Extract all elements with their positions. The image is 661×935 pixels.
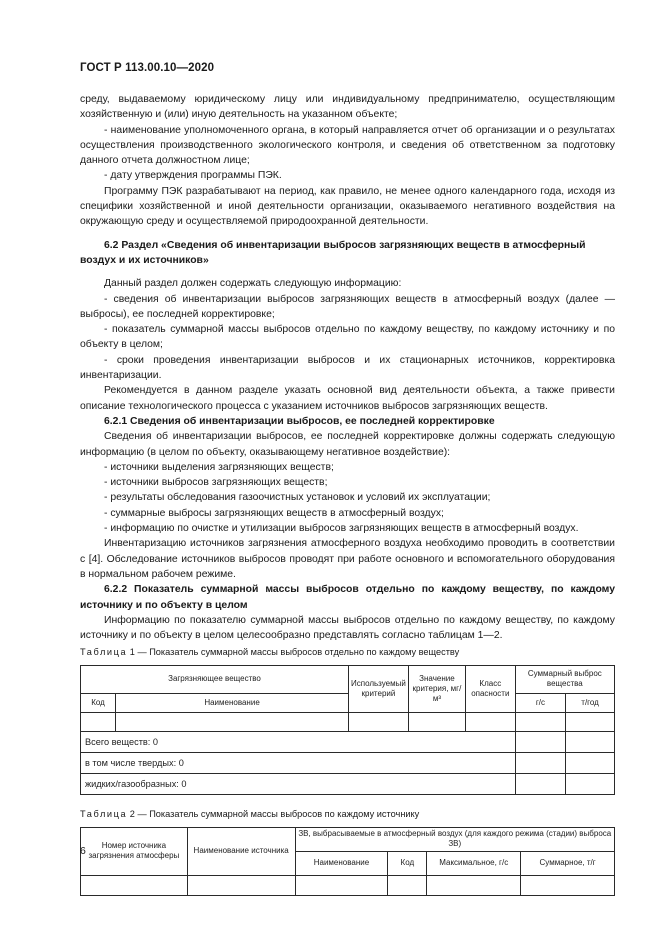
paragraph: среду, выдаваемому юридическому лицу или индивидуальному предпринимателю, осуществляющим хозяйственную и (или) иную деятельность на указанном объекте; — [80, 94, 615, 121]
table2-header-pollutants: ЗВ, выбрасываемые в атмосферный воздух (для каждого режима (стадии) выброса ЗВ) — [295, 827, 614, 851]
table1-header-used-criterion: Используемый критерий — [348, 665, 408, 712]
table2-header-source-number: Номер источника загрязнения атмосферы — [81, 827, 188, 875]
table1-header-criterion-value: Значение критерия, мг/м³ — [408, 665, 465, 712]
table2-header-source-name: Наименование источника — [187, 827, 295, 875]
table1-solid-substances: в том числе твердых: 0 — [81, 752, 516, 773]
page-number: 6 — [80, 845, 86, 857]
table1-header-name: Наименование — [116, 693, 349, 712]
table2-header-name: Наименование — [295, 851, 388, 875]
section-heading-6-2: 6.2 Раздел «Сведения об инвентаризации выбросов загрязняющих веществ в атмосферный воздух и их источников» — [80, 239, 586, 266]
table2-header-code: Код — [388, 851, 427, 875]
paragraph: Рекомендуется в данном разделе указать основной вид деятельности объекта, а также привести описание технологического процесса с указанием источников выбросов загрязняющих веществ. — [80, 385, 615, 412]
paragraph: Информацию по показателю суммарной массы выбросов отдельно по каждому веществу, по каждому источнику и по объекту в целом целесообразно представлять согласно таблицам 1—2. — [80, 614, 615, 642]
section-heading-6-2-1: 6.2.1 Сведения об инвентаризации выбросов, ее последней корректировке — [104, 415, 495, 427]
paragraph: Инвентаризацию источников загрязнения атмосферного воздуха необходимо проводить в соответствии с [4]. Обследование источников выбросов проводят при работе основного и вспомогательного оборудования в нормальном рабочем режиме. — [80, 538, 615, 580]
table1-caption: Таблица 1 — Показатель суммарной массы выбросов отдельно по каждому веществу — [80, 647, 460, 658]
table-row — [81, 773, 615, 794]
table-row — [81, 731, 615, 752]
list-item: - источники выделения загрязняющих веществ; — [104, 461, 334, 473]
table2 — [80, 827, 615, 896]
list-item: - наименование уполномоченного органа, в который направляется отчет об организации и о результатах осуществления производственного экологического контроля, и сведения об ответственном за подготовку данного отчета должностном лице; — [80, 124, 615, 167]
list-item: - сроки проведения инвентаризации выбросов и их стационарных источников, корректировка инвентаризации. — [80, 354, 615, 382]
list-item: - результаты обследования газоочистных установок и условий их эксплуатации; — [104, 492, 491, 504]
table-row — [81, 712, 615, 731]
table1 — [80, 665, 615, 795]
list-item: - суммарные выбросы загрязняющих веществ в атмосферный воздух; — [104, 507, 444, 519]
document-header: ГОСТ Р 113.00.10—2020 — [80, 62, 215, 74]
table1-total-substances: Всего веществ: 0 — [81, 731, 516, 752]
table1-header-code: Код — [81, 693, 116, 712]
table-row — [81, 752, 615, 773]
list-item: - источники выбросов загрязняющих веществ; — [104, 477, 328, 489]
table1-liquid-gas-substances: жидких/газообразных: 0 — [81, 773, 516, 794]
list-item: - информацию по очистке и утилизации выбросов загрязняющих веществ в атмосферный воздух. — [104, 523, 579, 535]
table1-header-substance: Загрязняющее вещество — [81, 665, 349, 693]
table1-header-total-emission: Суммарный выброс вещества — [515, 665, 614, 693]
table-row — [81, 875, 615, 895]
paragraph: Данный раздел должен содержать следующую информацию: — [104, 278, 402, 290]
table1-header-gs: г/с — [515, 693, 566, 712]
paragraph: Программу ПЭК разрабатывают на период, как правило, не менее одного календарного года, исходя из специфики хозяйственной и иной деятельности организации, оказываемого негативного воздействия на окружающую среду и осуществляемой природоохранной деятельности. — [80, 185, 615, 228]
table2-header-max: Максимальное, г/с — [427, 851, 521, 875]
list-item: - дату утверждения программы ПЭК. — [104, 170, 282, 182]
table1-header-hazard-class: Класс опасности — [465, 665, 515, 712]
table2-caption: Таблица 2 — Показатель суммарной массы выбросов по каждому источнику — [80, 808, 420, 819]
paragraph: Сведения об инвентаризации выбросов, ее последней корректировке должны содержать следующую информацию (в целом по объекту, оказывающему негативное воздействие): — [80, 431, 615, 458]
table2-header-sum: Суммарное, т/г — [521, 851, 615, 875]
section-heading-6-2-2: 6.2.2 Показатель суммарной массы выбросов отдельно по каждому веществу, по каждому источнику и по объекту в целом — [80, 584, 615, 611]
document-body — [80, 92, 615, 896]
table1-header-ty: т/год — [566, 693, 615, 712]
list-item: - показатель суммарной массы выбросов отдельно по каждому веществу, по каждому источнику и по объекту в целом; — [80, 324, 615, 351]
list-item: - сведения об инвентаризации выбросов загрязняющих веществ в атмосферный воздух (далее — выбросы), ее последней корректировке; — [80, 293, 615, 320]
